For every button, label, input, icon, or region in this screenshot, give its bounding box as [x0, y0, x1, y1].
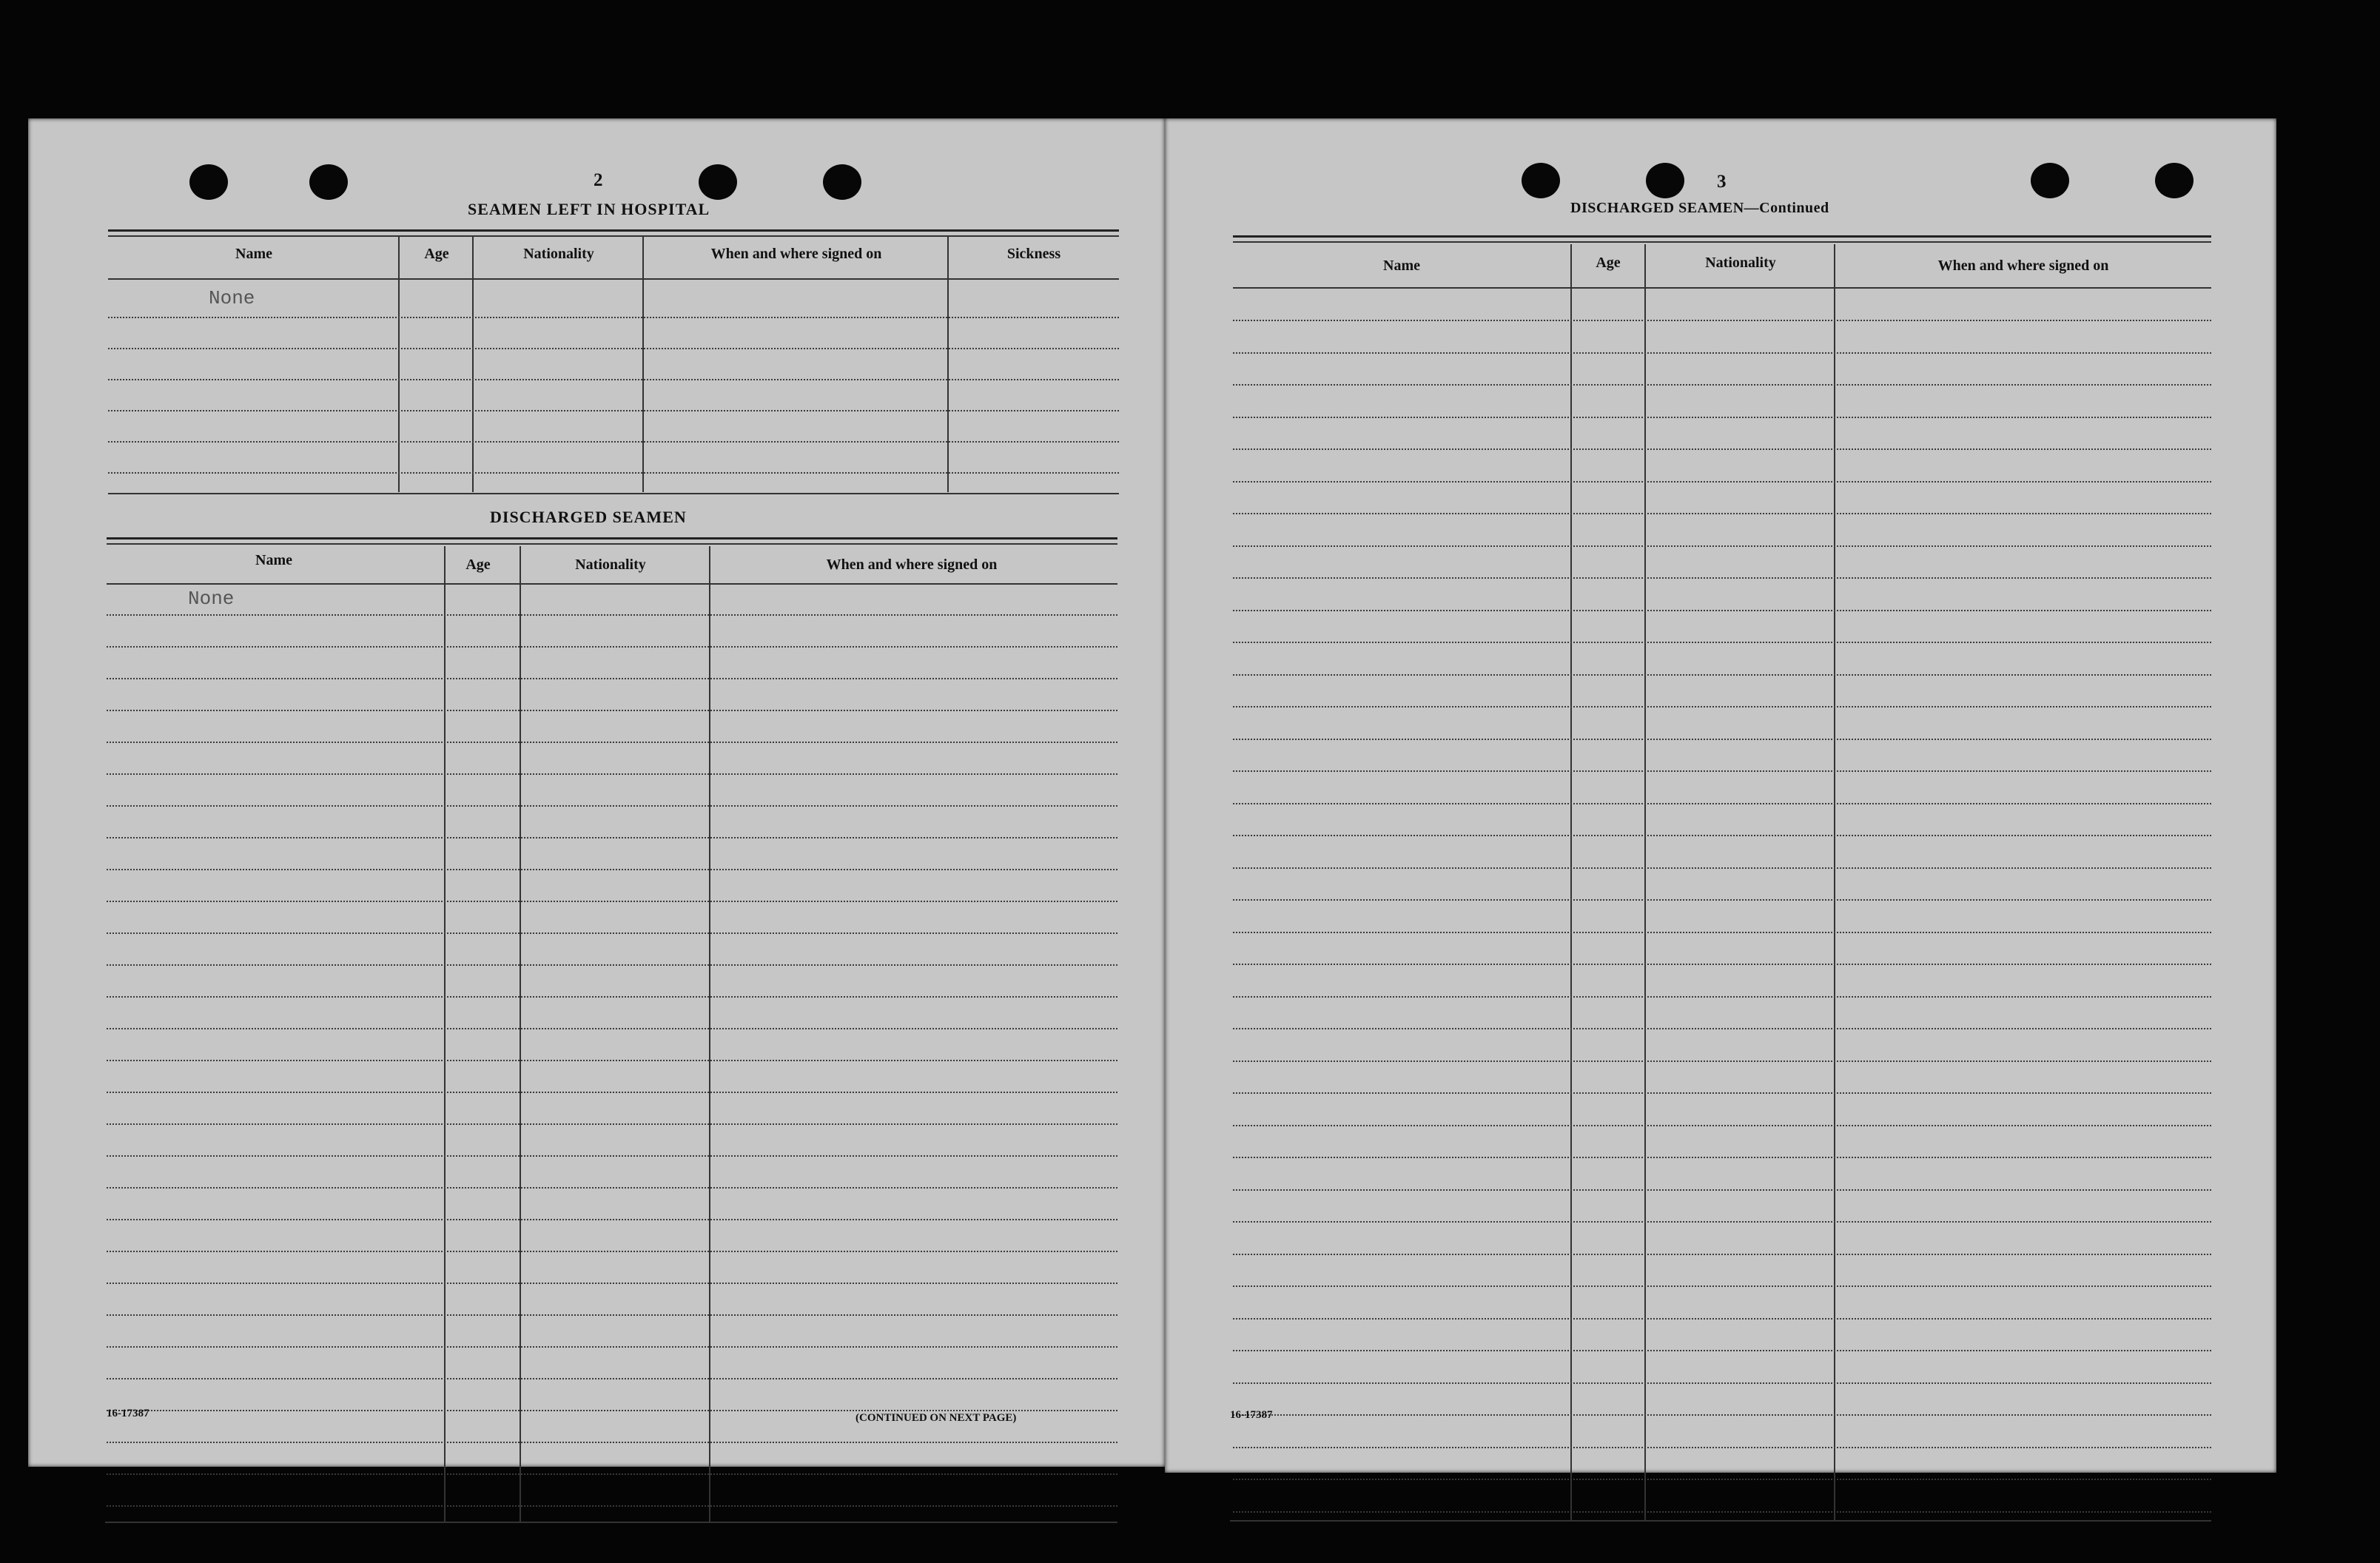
ruled-line [107, 869, 1117, 870]
ruled-line [1233, 932, 2211, 933]
ruled-line [107, 646, 1117, 648]
ruled-line [1233, 899, 2211, 901]
page-number: 2 [594, 170, 603, 190]
ruled-line [1233, 835, 2211, 836]
column-header-nationality: Nationality [1705, 255, 1776, 271]
ruled-line [1233, 448, 2211, 450]
ruled-line [1233, 1157, 2211, 1158]
punch-hole [189, 164, 228, 200]
ruled-line [107, 710, 1117, 711]
ruled-line [107, 837, 1117, 838]
ruled-line [107, 1378, 1117, 1379]
ruled-line [1233, 1092, 2211, 1094]
ruled-line [107, 1123, 1117, 1125]
ruled-line [1233, 545, 2211, 547]
ruled-line [1233, 674, 2211, 676]
punch-hole [1646, 163, 1684, 198]
ruled-line [1233, 1028, 2211, 1029]
column-header-age: Age [1596, 255, 1621, 271]
ruled-line [107, 1314, 1117, 1316]
ruled-line [1233, 642, 2211, 643]
column-header-age: Age [465, 557, 491, 573]
punch-hole [2031, 163, 2069, 198]
continued-note: (CONTINUED ON NEXT PAGE) [855, 1412, 1017, 1424]
column-header-nationality: Nationality [575, 557, 646, 573]
column-header-signed-on: When and where signed on [710, 246, 882, 262]
ruled-line [1233, 1254, 2211, 1255]
column-header-age: Age [424, 246, 449, 262]
ruled-line [1233, 1061, 2211, 1062]
ruled-line [1233, 867, 2211, 869]
ruled-line [107, 1155, 1117, 1157]
punch-hole [699, 164, 737, 200]
right-page [1165, 118, 2276, 1473]
column-header-name: Name [255, 552, 292, 568]
ruled-line [107, 901, 1117, 902]
punch-hole [2155, 163, 2194, 198]
hospital-entry-name: None [209, 287, 255, 309]
ruled-line [1233, 1125, 2211, 1126]
hospital-section-title: SEAMEN LEFT IN HOSPITAL [468, 200, 710, 218]
ruled-line [1233, 610, 2211, 611]
ruled-line [107, 1092, 1117, 1093]
ruled-line [1233, 513, 2211, 514]
ruled-line [1233, 577, 2211, 579]
ruled-line [1233, 1350, 2211, 1351]
ruled-line [1233, 1447, 2211, 1448]
ruled-line [1233, 1479, 2211, 1480]
ruled-line [107, 1187, 1117, 1189]
column-header-nationality: Nationality [523, 246, 594, 262]
form-number: 16-17387 [107, 1408, 149, 1419]
ruled-line [107, 1346, 1117, 1348]
ruled-line [107, 1505, 1117, 1507]
ruled-line [107, 964, 1117, 966]
column-header-sickness: Sickness [1006, 246, 1061, 262]
punch-hole [1522, 163, 1560, 198]
ruled-line [1233, 1221, 2211, 1223]
ruled-line [1233, 1414, 2211, 1416]
ruled-line [1233, 739, 2211, 740]
ruled-line [1233, 352, 2211, 354]
form-number: 16-17387 [1230, 1409, 1273, 1421]
ruled-line [1233, 1318, 2211, 1320]
left-page [28, 118, 1165, 1467]
discharged-continued-title: DISCHARGED SEAMEN—Continued [1570, 200, 1829, 216]
discharged-entry-name: None [188, 588, 235, 610]
ruled-line [107, 1442, 1117, 1443]
ruled-line [107, 1060, 1117, 1061]
punch-hole [309, 164, 348, 200]
ruled-line [107, 614, 1117, 616]
ruled-line [107, 773, 1117, 775]
ruled-line [1233, 1189, 2211, 1191]
ruled-line [1233, 320, 2211, 321]
page-number: 3 [1717, 172, 1727, 192]
ruled-line [1233, 1285, 2211, 1287]
ruled-line [107, 1410, 1117, 1411]
punch-hole [823, 164, 861, 200]
column-header-name: Name [1383, 258, 1420, 274]
ruled-line [107, 1251, 1117, 1252]
ruled-line [1233, 417, 2211, 418]
ruled-line [107, 996, 1117, 998]
ruled-line [1233, 1382, 2211, 1384]
ruled-line [1233, 706, 2211, 707]
column-header-signed-on: When and where signed on [1937, 258, 2109, 274]
ruled-line [107, 1028, 1117, 1029]
ruled-line [1233, 964, 2211, 965]
ruled-line [1233, 1511, 2211, 1513]
ruled-line [1233, 996, 2211, 998]
discharged-section-title: DISCHARGED SEAMEN [490, 508, 687, 526]
ruled-line [107, 1219, 1117, 1220]
column-header-signed-on: When and where signed on [826, 557, 998, 573]
ruled-line [1233, 803, 2211, 804]
column-header-name: Name [235, 246, 272, 262]
ruled-line [107, 932, 1117, 934]
ruled-line [107, 742, 1117, 743]
ruled-line [107, 1283, 1117, 1284]
ruled-line [107, 678, 1117, 679]
ruled-line [107, 1473, 1117, 1475]
ruled-line [1233, 481, 2211, 483]
ruled-line [107, 805, 1117, 807]
ruled-line [1233, 770, 2211, 772]
ruled-line [1233, 384, 2211, 386]
